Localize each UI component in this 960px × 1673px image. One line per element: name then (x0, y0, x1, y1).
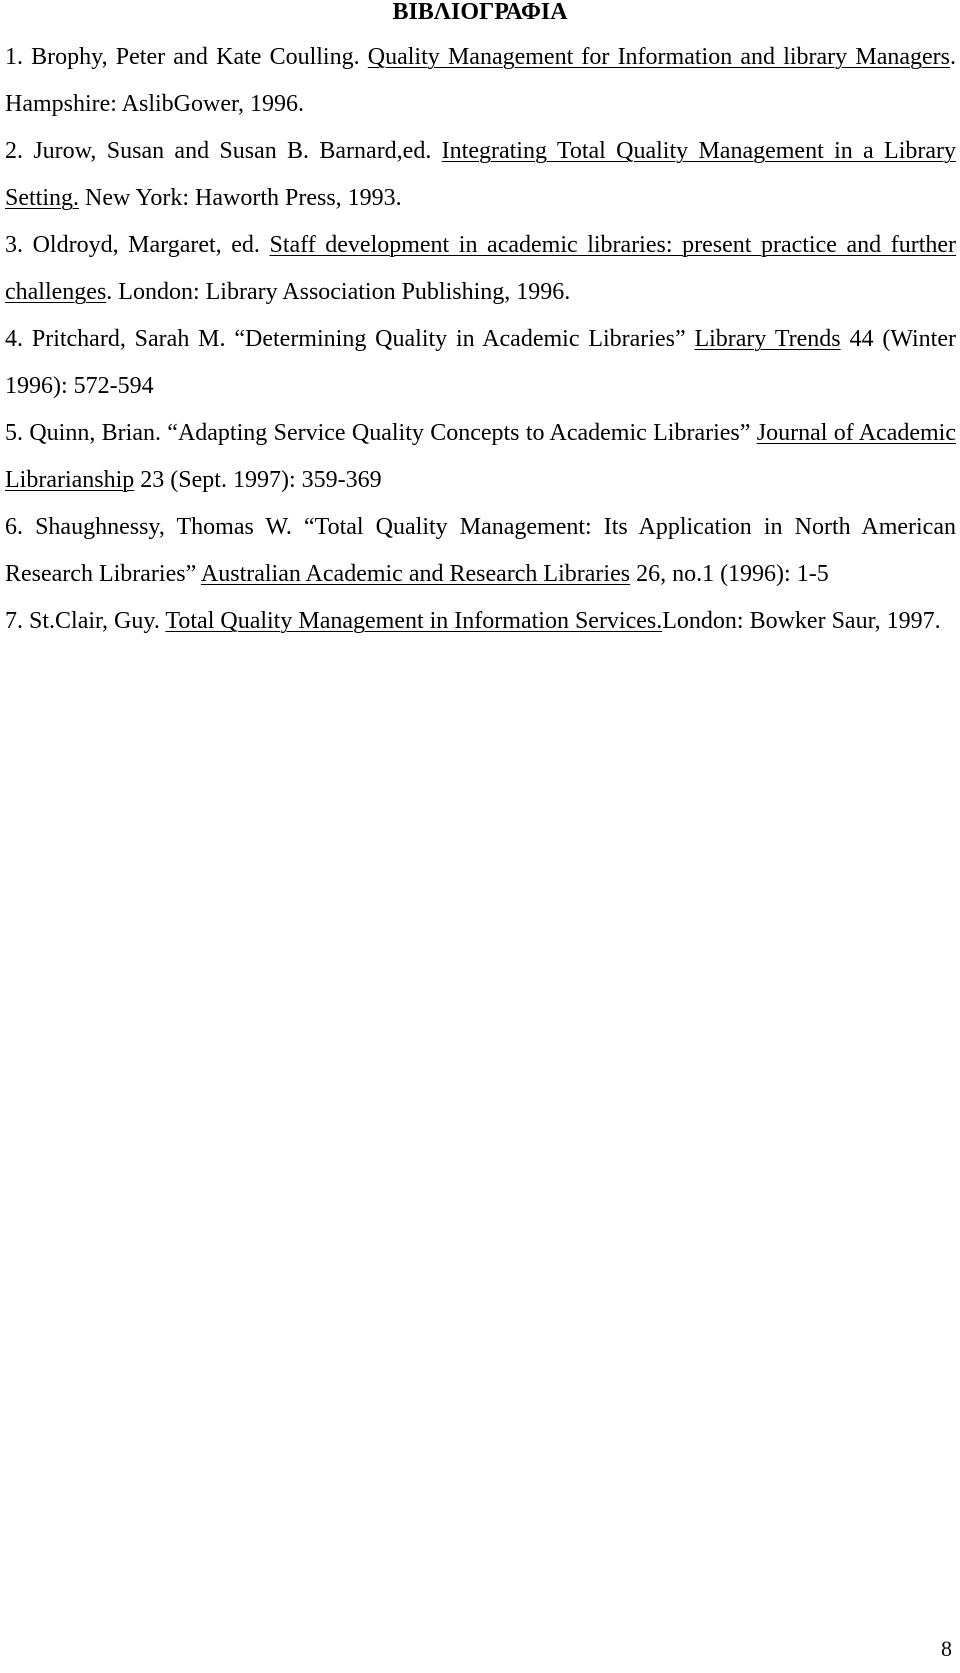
entry-publication: 23 (Sept. 1997): 359-369 (134, 467, 382, 493)
entry-publication: New York: Haworth Press, 1993. (79, 185, 402, 211)
entry-authors: Brophy, Peter and Kate Coulling. (23, 44, 368, 70)
page-number: 8 (941, 1636, 952, 1661)
entry-article-title: “Adapting Service Quality Concepts to Academic Libraries” (167, 420, 757, 446)
entry-article-title: “Total Quality Management: Its Application in North American Research Libraries” (5, 514, 956, 587)
entry-authors: Oldroyd, Margaret, ed. (23, 232, 270, 258)
entry-publication: . London: Library Association Publishing, 1996. (106, 279, 571, 305)
bibliography-list (5, 34, 956, 645)
entry-title: Total Quality Management in Information Services. (165, 608, 663, 634)
entry-authors: St.Clair, Guy. (23, 608, 166, 634)
entry-number: 7. (5, 608, 23, 634)
entry-authors: Jurow, Susan and Susan B. Barnard,ed. (23, 138, 442, 164)
entry-title: Staff development in academic libraries: present practice and further challenges (5, 232, 956, 305)
entry-title: Australian Academic and Research Libraries (200, 561, 631, 587)
entry-title: Integrating Total Quality Management in a Library Setting. (5, 138, 957, 211)
entry-title: Library Trends (694, 326, 841, 352)
bibliography-entry (5, 598, 956, 645)
bibliography-entry (5, 316, 956, 410)
entry-number: 3. (5, 232, 23, 258)
bibliography-entry (5, 410, 956, 504)
entry-publication: London: Bowker Saur, 1997. (662, 608, 941, 634)
entry-publication: 26, no.1 (1996): 1-5 (630, 561, 829, 587)
entry-authors: Shaughnessy, Thomas W. (23, 514, 304, 540)
bibliography-entry (5, 222, 956, 316)
entry-article-title: “Determining Quality in Academic Libraries” (234, 326, 695, 352)
entry-title: Journal of Academic Librarianship (5, 420, 956, 493)
entry-number: 6. (5, 514, 23, 540)
entry-publication: . Hampshire: AslibGower, 1996. (5, 44, 956, 117)
entry-authors: Pritchard, Sarah M. (23, 326, 235, 352)
entry-authors: Quinn, Brian. (23, 420, 168, 446)
bibliography-entry (5, 128, 956, 222)
entry-number: 5. (5, 420, 23, 446)
entry-number: 1. (5, 44, 23, 70)
entry-title: Quality Management for Information and library Managers (367, 44, 950, 70)
page-title: ΒΙΒΛΙΟΓΡΑΦΙΑ (392, 0, 568, 25)
entry-number: 4. (5, 326, 23, 352)
entry-publication: 44 (Winter 1996): 572-594 (5, 326, 956, 399)
bibliography-entry (5, 34, 956, 128)
bibliography-entry (5, 504, 956, 598)
entry-number: 2. (5, 138, 23, 164)
